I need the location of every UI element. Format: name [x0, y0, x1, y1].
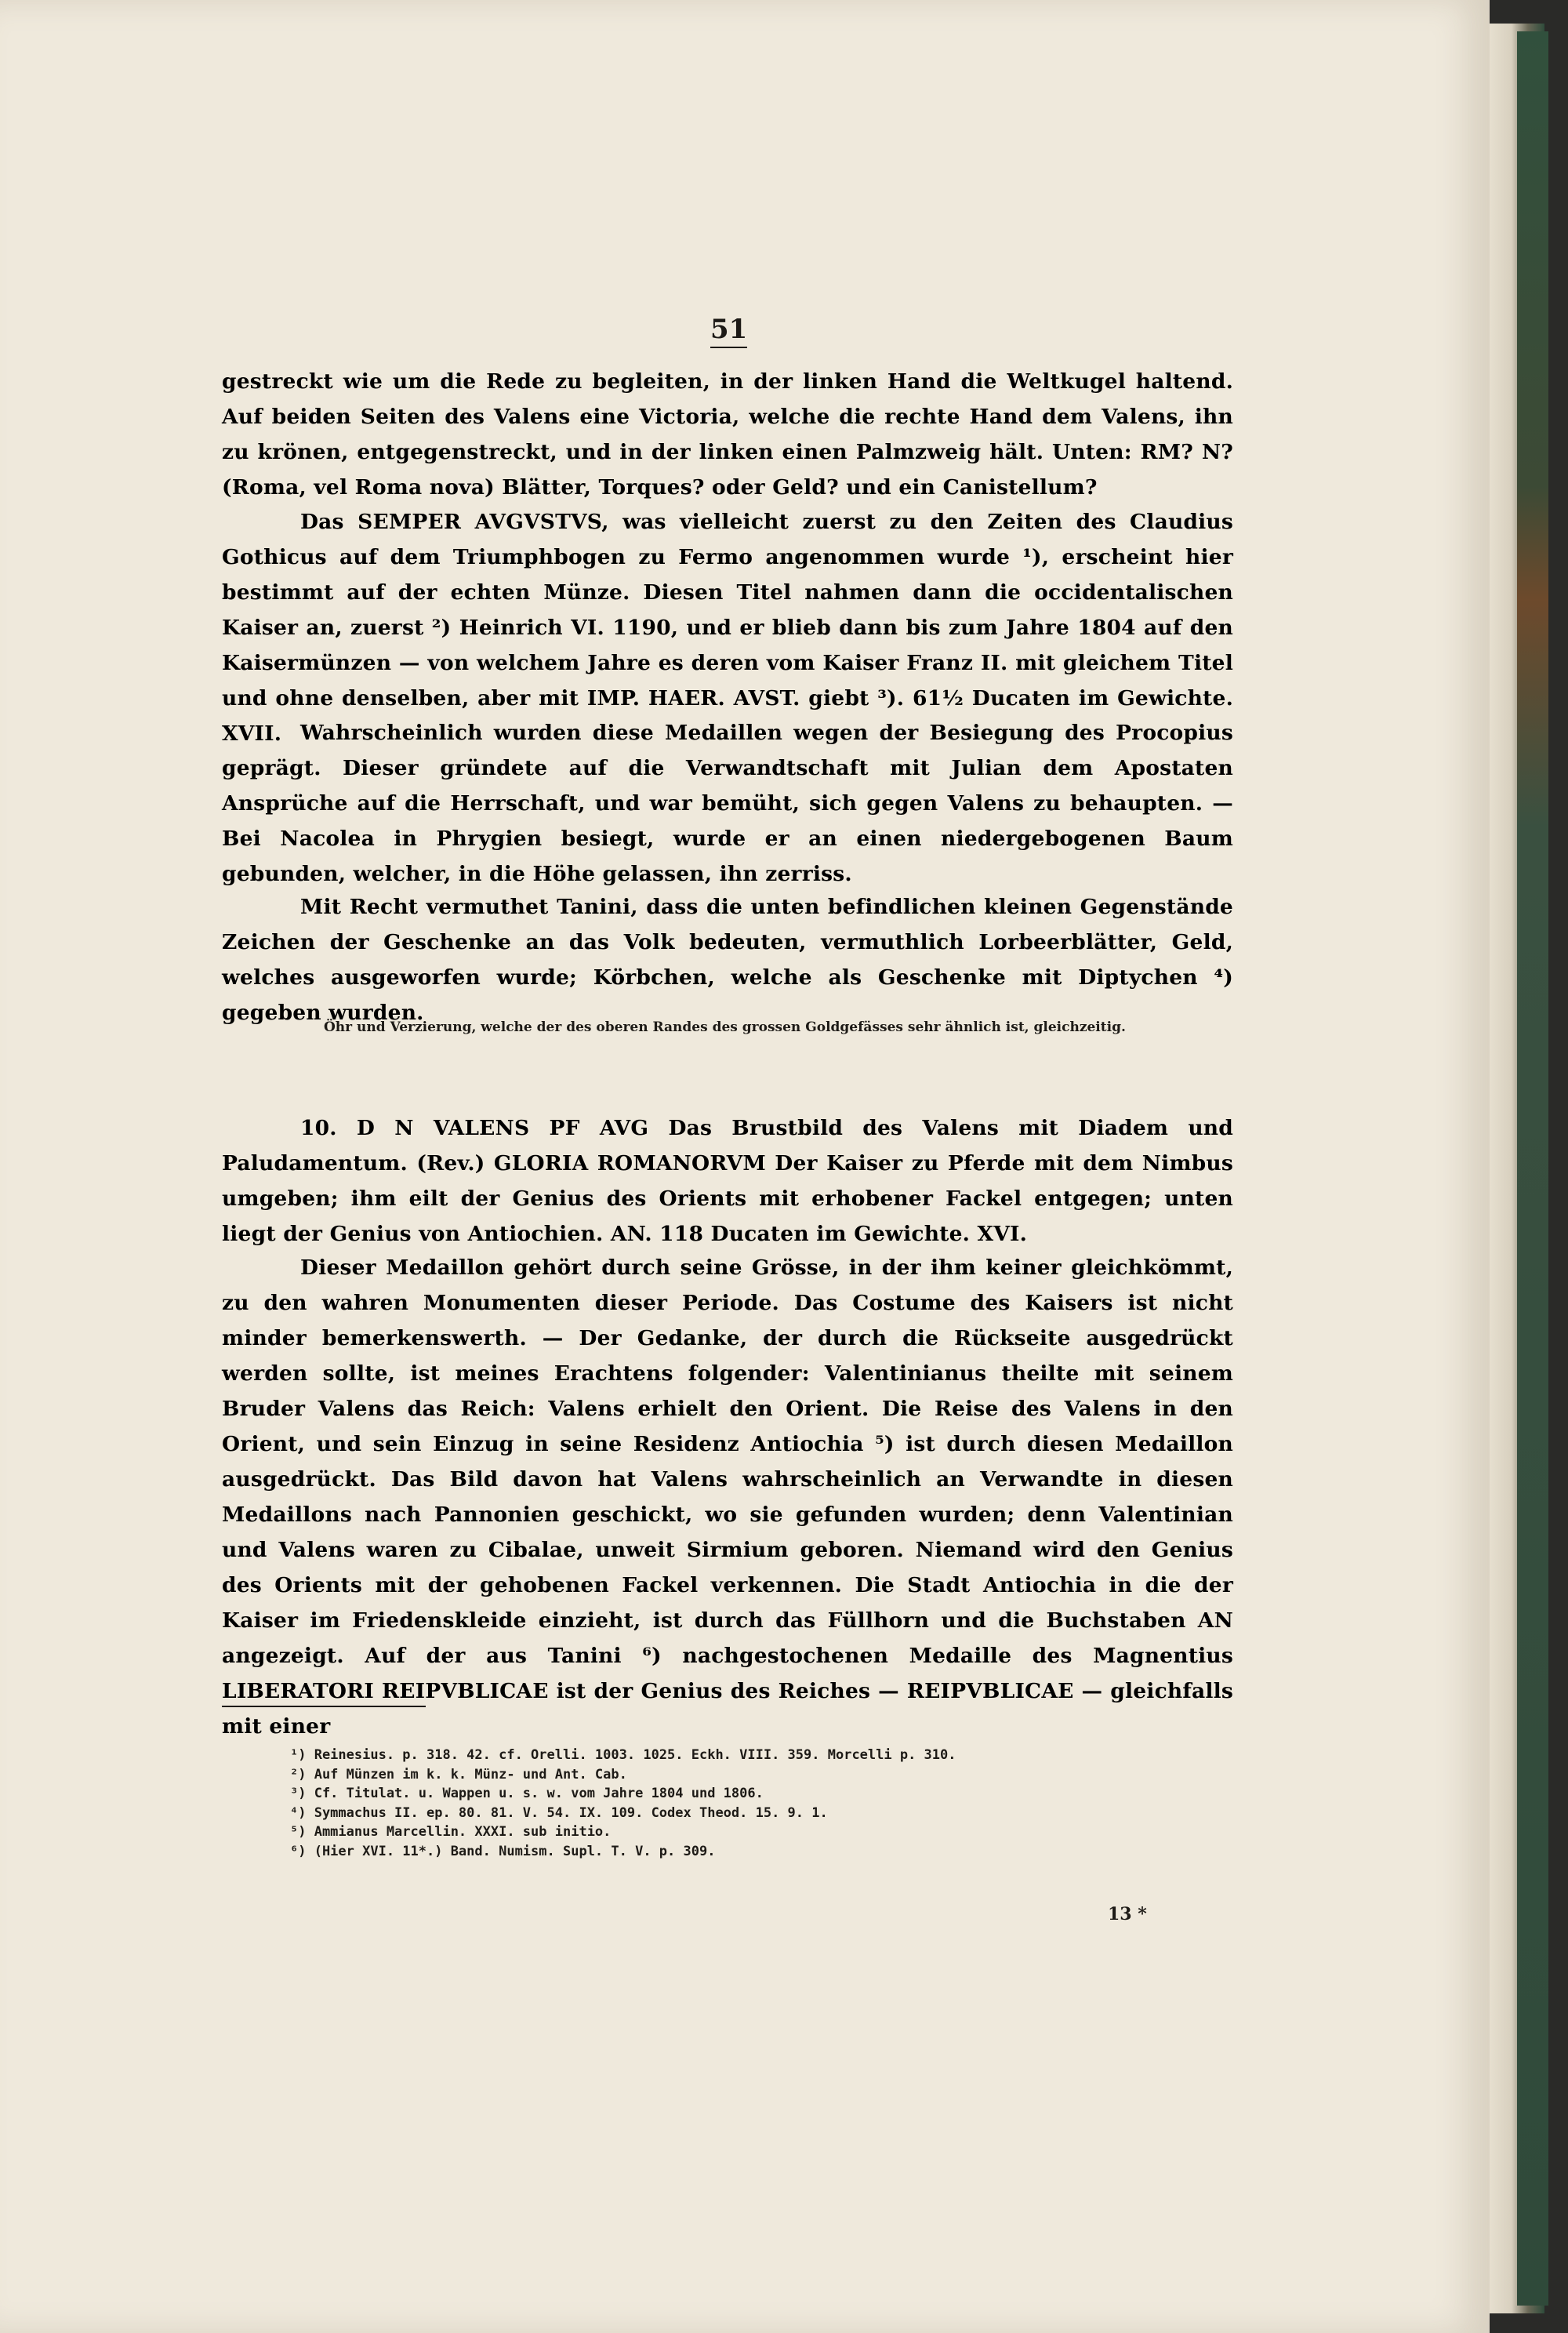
paragraph-3: Wahrscheinlich wurden diese Medaillen wegen der Besiegung des Procopius geprägt. Dieser gründete auf die Verwandtschaft mit Julian dem Apostaten Ansprüche auf die Herrschaft, und war bemüht, sich gegen Valens zu behaupten. — Bei Nacolea in Phrygien besiegt, wurde er an einen niedergebogenen Baum gebunden, welcher, in die Höhe gelassen, ihn zerriss.: [222, 721, 1233, 886]
footnote: ⁶) (Hier XVI. 11*.) Band. Numism. Supl. T. V. p. 309.: [290, 1843, 716, 1859]
illustration-caption: Öhr und Verzierung, welche der des oberen Randes des grossen Goldgefässes sehr ähnlich ist, gleichzeitig.: [324, 1019, 1126, 1035]
footnote: ⁵) Ammianus Marcellin. XXXI. sub initio.: [290, 1824, 612, 1840]
signature-mark: 13 *: [1108, 1904, 1147, 1924]
paragraph-2: Das SEMPER AVGVSTVS, was vielleicht zuerst zu den Zeiten des Claudius Gothicus auf dem Triumphbogen zu Fermo angenommen wurde ¹), erscheint hier bestimmt auf der echten Münze. Diesen Titel nahmen dann die occidentalischen Kaiser an, zuerst ²) Heinrich VI. 1190, und er blieb dann bis zum Jahre 1804 auf den Kaisermünzen — von welchem Jahre es deren vom Kaiser Franz II. mit gleichem Titel und ohne denselben, aber mit IMP. HAER. AVST. giebt ³). 61½ Ducaten im Gewichte. XVII.: [222, 510, 1233, 746]
book-binding: [1517, 31, 1548, 2306]
paragraph-5: 10. D N VALENS PF AVG Das Brustbild des Valens mit Diadem und Paludamentum. (Rev.) GLORIA ROMANORVM Der Kaiser zu Pferde mit dem Nimbus umgeben; ihm eilt der Genius des Orients mit erhobener Fackel entgegen; unten liegt der Genius von Antiochien. AN. 118 Ducaten im Gewichte. XVI.: [222, 1116, 1233, 1246]
paragraph-1: gestreckt wie um die Rede zu begleiten, in der linken Hand die Weltkugel haltend. Auf beiden Seiten des Valens eine Victoria, welche die rechte Hand dem Valens, ihn zu krönen, entgegenstreckt, und in der linken einen Palmzweig hält. Unten: RM? N? (Roma, vel Roma nova) Blätter, Torques? oder Geld? und ein Canistellum?: [222, 369, 1233, 500]
footnote-divider: [222, 1706, 426, 1707]
footnote: ⁴) Symmachus II. ep. 80. 81. V. 54. IX. 109. Codex Theod. 15. 9. 1.: [290, 1804, 828, 1821]
paragraph-4: Mit Recht vermuthet Tanini, dass die unten befindlichen kleinen Gegenstände Zeichen der Geschenke an das Volk bedeuten, vermuthlich Lorbeerblätter, Geld, welches ausgeworfen wurde; Körbchen, welche als Geschenke mit Diptychen ⁴) gegeben wurden.: [222, 895, 1233, 1025]
paragraph-6: Dieser Medaillon gehört durch seine Grösse, in der ihm keiner gleichkömmt, zu den wahren Monumenten dieser Periode. Das Costume des Kaisers ist nicht minder bemerkenswerth. — Der Gedanke, der durch die Rückseite ausgedrückt werden sollte, ist meines Erachtens folgender: Valentinianus theilte mit seinem Bruder Valens das Reich: Valens erhielt den Orient. Die Reise des Valens in den Orient, und sein Einzug in seine Residenz Antiochia ⁵) ist durch diesen Medaillon ausgedrückt. Das Bild davon hat Valens wahrscheinlich an Verwandte in diesen Medaillons nach Pannonien geschickt, wo sie gefunden wurden; denn Valentinian und Valens waren zu Cibalae, unweit Sirmium geboren. Niemand wird den Genius des Orients mit der gehobenen Fackel verkennen. Die Stadt Antiochia in die der Kaiser im Friedenskleide einzieht, ist durch das Füllhorn und die Buchstaben AN angezeigt. Auf der aus Tanini ⁶) nachgestochenen Medaille des Magnentius LIBERATORI REIPVBLICAE ist der Genius des Reiches — REIPVBLICAE — gleichfalls mit einer: [222, 1256, 1233, 1739]
footnote: ²) Auf Münzen im k. k. Münz- und Ant. Cab.: [290, 1766, 627, 1782]
footnote: ³) Cf. Titulat. u. Wappen u. s. w. vom Jahre 1804 und 1806.: [290, 1786, 764, 1801]
footnotes: [290, 1746, 996, 1861]
footnote: ¹) Reinesius. p. 318. 42. cf. Orelli. 1003. 1025. Eckh. VIII. 359. Morcelli p. 310.: [290, 1747, 956, 1763]
page-number: 51: [710, 314, 747, 348]
